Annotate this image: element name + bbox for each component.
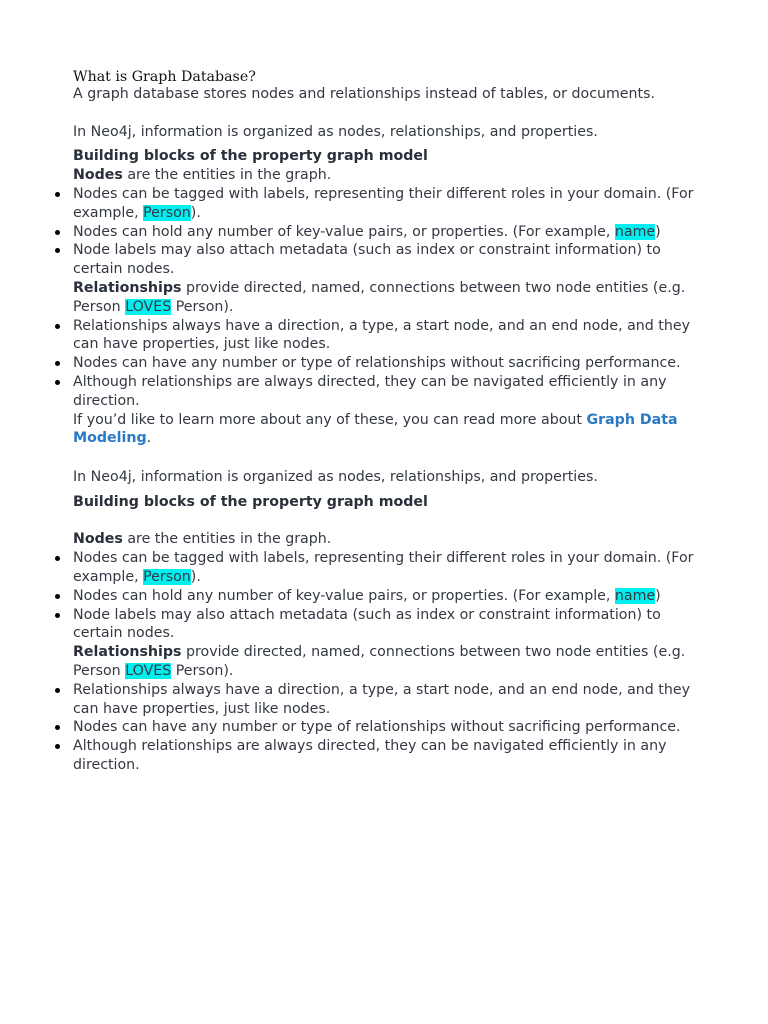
nodes-paragraph [73,166,703,185]
nodes-paragraph [73,530,703,549]
list-item: Although relationships are always directed, they can be navigated efficiently in any direction. [73,373,703,411]
highlight-loves: LOVES [125,298,172,315]
bullet-text-end: ) [655,223,661,240]
highlight-person: Person [143,568,191,585]
bullet-text-end: ). [190,204,201,221]
relationships-description: provide directed, named, connections between two node entities (e.g. Person [73,279,686,315]
intro-paragraph: A graph database stores nodes and relationships instead of tables, or documents. [73,86,655,102]
learn-more-paragraph [73,411,703,449]
learn-more-end: . [146,430,152,447]
nodes-term: Nodes [73,167,123,184]
list-item [73,587,703,606]
bullet-text: Nodes can be tagged with labels, representing their different roles in your domain. (For example, [73,185,694,221]
list-item [73,549,703,587]
learn-more-text: If you’d like to learn more about any of these, you can read more about [73,411,587,428]
organized-paragraph: In Neo4j, information is organized as nodes, relationships, and properties. [73,468,598,485]
relationship-bullet-list [73,317,703,411]
list-item: Nodes can have any number or type of relationships without sacrificing performance. [73,718,703,737]
bullet-text-end: ) [655,587,661,604]
bullet-text-end: ). [190,568,201,585]
relationships-description-end: Person). [171,298,234,315]
document-body [73,69,703,775]
nodes-term: Nodes [73,531,123,548]
highlight-name: name [614,223,656,240]
list-item [73,185,703,223]
bullet-text: Nodes can hold any number of key-value pairs, or properties. (For example, [73,587,615,604]
bullet-text: Nodes can be tagged with labels, representing their different roles in your domain. (For example, [73,550,694,585]
page-title: What is Graph Database? [73,69,256,85]
section-heading: Building blocks of the property graph model [73,148,428,165]
highlight-name: name [614,587,656,604]
graph-data-modeling-link[interactable]: Graph Data Modeling [73,411,678,447]
nodes-description: are the entities in the graph. [122,167,332,184]
list-item [73,223,703,242]
list-item: Node labels may also attach metadata (such as index or constraint information) to certain nodes. [73,241,703,279]
relationships-description: provide directed, named, connections between two node entities (e.g. Person [73,644,686,679]
relationships-term: Relationships [73,279,182,296]
relationships-description-end: Person). [171,662,234,679]
highlight-loves: LOVES [125,662,172,679]
list-item: Relationships always have a direction, a type, a start node, and an end node, and they can have properties, just like nodes. [73,681,703,719]
list-item: Node labels may also attach metadata (such as index or constraint information) to certain nodes. [73,606,703,644]
nodes-description: are the entities in the graph. [122,531,332,548]
list-item: Relationships always have a direction, a type, a start node, and an end node, and they can have properties, just like nodes. [73,317,703,355]
relationships-paragraph [73,279,703,317]
organized-paragraph: In Neo4j, information is organized as nodes, relationships, and properties. [73,123,598,140]
highlight-person: Person [143,204,191,221]
relationships-term: Relationships [73,644,182,661]
bullet-text: Nodes can hold any number of key-value pairs, or properties. (For example, [73,223,615,240]
list-item: Although relationships are always directed, they can be navigated efficiently in any direction. [73,737,703,775]
node-bullet-list [73,549,703,643]
node-bullet-list [73,185,703,279]
list-item: Nodes can have any number or type of relationships without sacrificing performance. [73,354,703,373]
section-heading: Building blocks of the property graph model [73,493,428,510]
relationships-paragraph [73,643,703,681]
relationship-bullet-list [73,681,703,775]
